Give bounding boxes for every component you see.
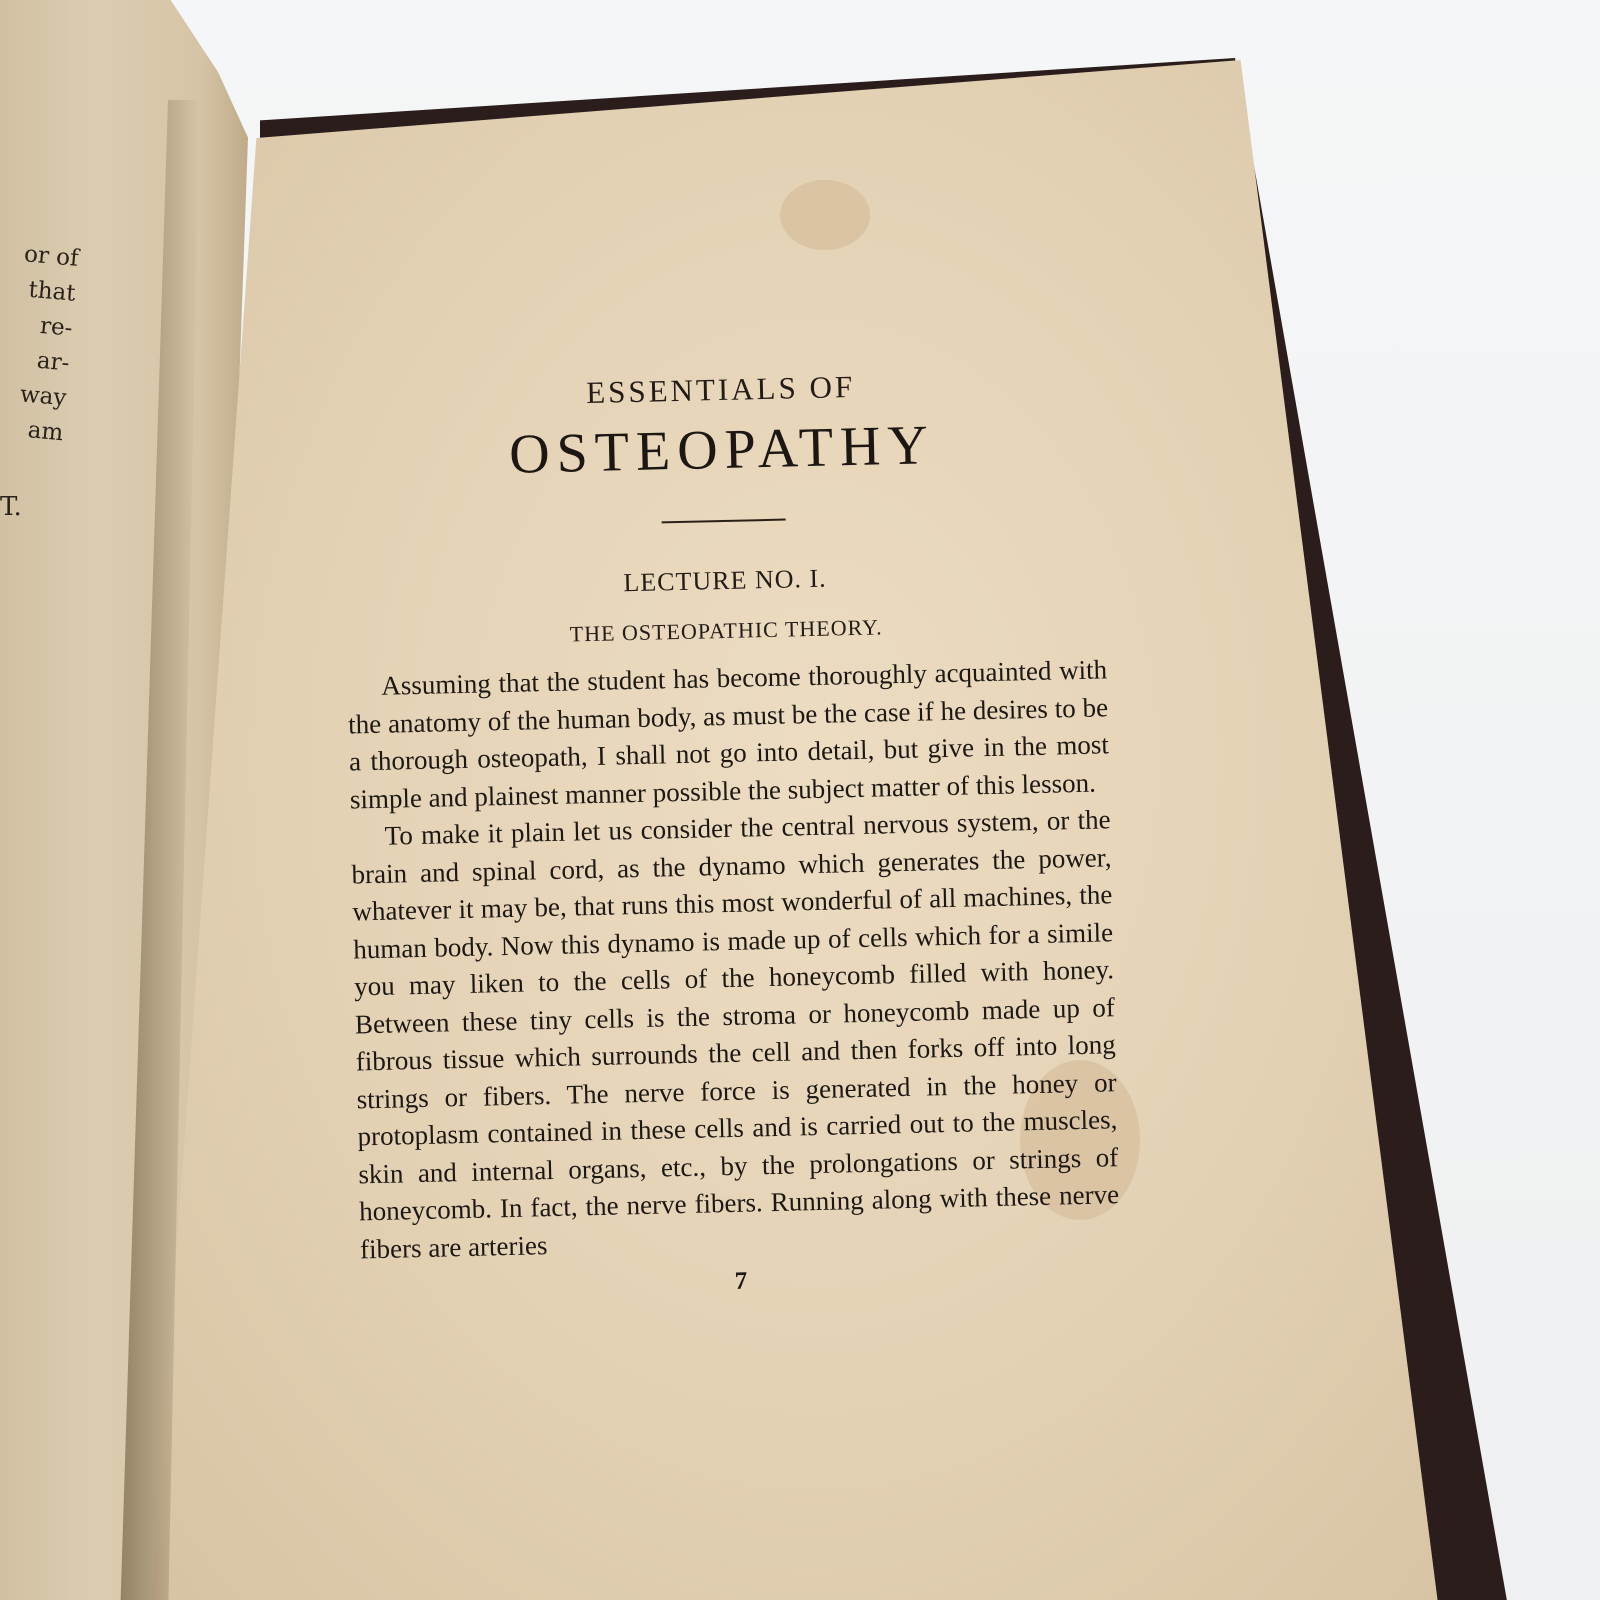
- page-number: 7: [734, 1267, 748, 1295]
- book-title-top: ESSENTIALS OF: [585, 368, 856, 411]
- lecture-heading: LECTURE NO. I.: [623, 563, 827, 598]
- left-page-fragment: re-: [39, 312, 74, 342]
- book-title: OSTEOPATHY: [508, 414, 936, 486]
- body-text: [347, 651, 1120, 1268]
- page-stain: [780, 180, 870, 250]
- page-content: [340, 351, 1121, 1304]
- left-page-signature: T.: [0, 492, 22, 522]
- section-title: THE OSTEOPATHIC THEORY.: [569, 614, 883, 647]
- left-page-fragment: or of: [23, 241, 80, 272]
- left-page-fragment: that: [27, 276, 77, 307]
- left-page-fragment: am: [26, 417, 65, 447]
- paragraph: Assuming that the student has become thoroughly acquainted with the anatomy of the human body, as must be the case if he desires to be a thorough osteopath, I shall not go into detail, but give in the most simple and plainest manner possible the subject matter of this lesson.: [347, 654, 1110, 815]
- left-page-fragment: ar-: [35, 347, 71, 377]
- left-page-fragment: way: [18, 381, 68, 412]
- title-rule: [662, 519, 786, 524]
- paragraph: To make it plain let us consider the central nervous system, or the brain and spinal cord, as the dynamo which generates the power, whatever it may be, that runs this most wonderful of all machines, the human body. Now this dynamo is made up of cells which for a simile you may liken to the cells of the honeycomb filled with honey. Between these tiny cells is the stroma or honeycomb made up of fibrous tissue which surrounds the cell and then forks off into long strings or fibers. The nerve force is generated in the honey or protoplasm contained in these cells and is carried out to the muscles, skin and internal organs, etc., by the prolongations or strings of honeycomb. In fact, the nerve fibers. Running along with these nerve fibers are arteries: [351, 804, 1120, 1264]
